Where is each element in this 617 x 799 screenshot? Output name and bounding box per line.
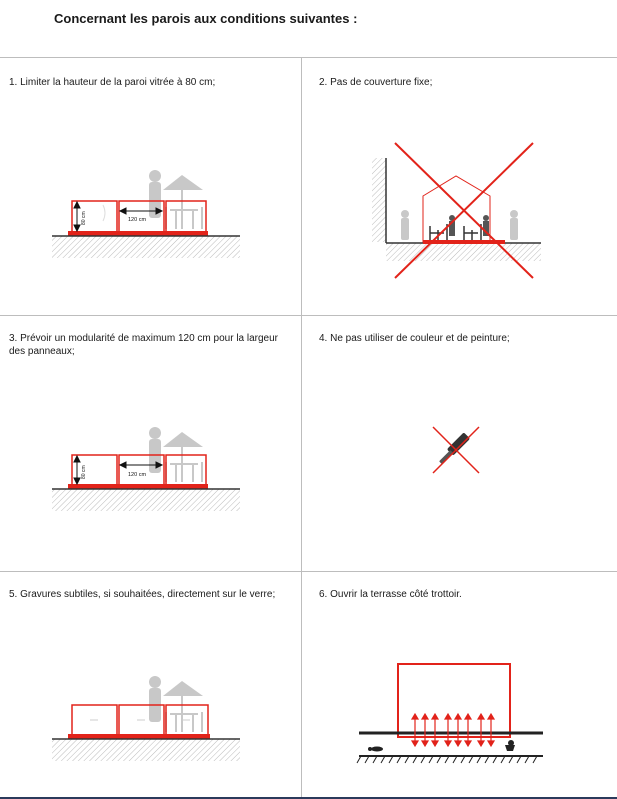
person-silhouette-right bbox=[510, 210, 518, 240]
pedestrian-right-icon bbox=[505, 740, 515, 751]
illustration-modularity bbox=[48, 422, 248, 522]
illustration-no-paint bbox=[428, 422, 484, 478]
glass-panels bbox=[72, 455, 206, 485]
ground-hatch bbox=[52, 236, 240, 258]
grid-divider-top bbox=[0, 57, 617, 58]
table-chairs-icon bbox=[166, 207, 202, 229]
ground-hatch bbox=[52, 489, 240, 511]
caption-3: 3. Prévoir un modularité de maximum 120 cm pour la largeur des panneaux; bbox=[9, 333, 279, 357]
parasol-icon bbox=[163, 681, 203, 732]
page-title: Concernant les parois aux conditions suivantes : bbox=[54, 11, 358, 26]
width-dimension-label: 120 cm bbox=[128, 217, 147, 223]
caption-1: 1. Limiter la hauteur de la paroi vitrée à 80 cm; bbox=[9, 77, 216, 88]
person-silhouette bbox=[149, 676, 161, 722]
pedestrian-left-icon bbox=[368, 747, 383, 752]
opening-arrows bbox=[412, 714, 494, 746]
width-dimension-arrow bbox=[120, 462, 162, 468]
table-chairs-icon bbox=[166, 712, 202, 732]
grid-divider-middle bbox=[0, 315, 617, 316]
table-chairs-icon bbox=[166, 462, 202, 482]
ground-ticks bbox=[357, 756, 537, 763]
cross-out-icon bbox=[433, 427, 479, 473]
width-dimension-label: 120 cm bbox=[128, 472, 147, 478]
wall-hatch bbox=[372, 158, 386, 242]
caption-6: 6. Ouvrir la terrasse côté trottoir. bbox=[319, 589, 462, 600]
grid-divider-vertical bbox=[301, 57, 302, 799]
width-dimension-arrow bbox=[120, 208, 162, 214]
caption-5: 5. Gravures subtiles, si souhaitées, directement sur le verre; bbox=[9, 589, 276, 600]
illustration-height-limit bbox=[48, 165, 248, 265]
ground-hatch bbox=[52, 739, 240, 761]
height-dimension-label: 80 cm bbox=[81, 211, 87, 225]
grid-divider-lower bbox=[0, 571, 617, 572]
parasol-icon bbox=[163, 432, 203, 482]
height-dimension-label: 80 cm bbox=[81, 465, 87, 479]
caption-2: 2. Pas de couverture fixe; bbox=[319, 77, 433, 88]
parasol-icon bbox=[163, 175, 203, 229]
illustration-open-terrace bbox=[355, 657, 547, 769]
panel-glare bbox=[103, 205, 105, 221]
height-dimension-arrow bbox=[74, 456, 80, 484]
illustration-engravings bbox=[48, 672, 248, 772]
ground-hatch bbox=[386, 243, 541, 261]
caption-4: 4. Ne pas utiliser de couleur et de peinture; bbox=[319, 333, 510, 344]
illustration-no-fixed-cover bbox=[368, 138, 548, 288]
person-silhouette bbox=[401, 210, 409, 240]
height-dimension-arrow bbox=[74, 202, 80, 231]
terrace-base bbox=[423, 240, 505, 244]
fixed-cover-outline bbox=[423, 176, 490, 242]
